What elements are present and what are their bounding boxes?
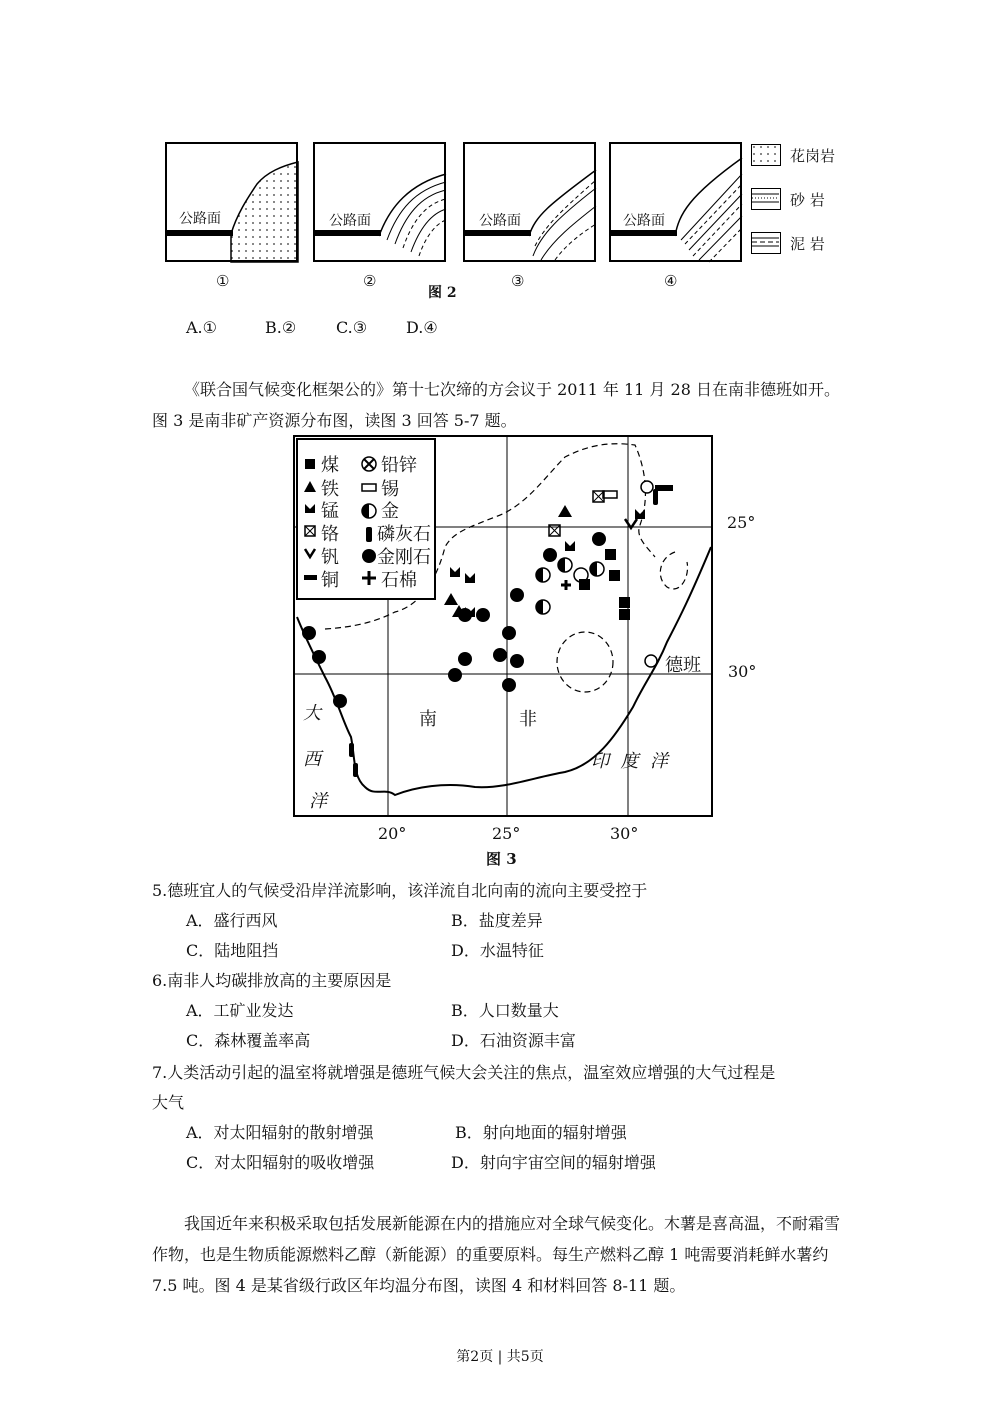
legend-tin: 锡	[381, 479, 399, 500]
q6-option-a: A．工矿业发达	[186, 1001, 294, 1020]
panel-number-1: ①	[216, 272, 230, 290]
durban-label: 德班	[665, 655, 701, 676]
q4-option-c: C.③	[336, 318, 368, 337]
panel-number-2: ②	[363, 272, 377, 290]
lat-label-25: 25°	[727, 513, 756, 532]
legend-mudstone: 泥 岩	[790, 235, 825, 253]
legend-phosphorite: 磷灰石	[377, 524, 431, 545]
legend-gold: 金	[381, 501, 399, 522]
q7-option-c: C．对太阳辐射的吸收增强	[186, 1153, 375, 1172]
q7-option-b: B．射向地面的辐射增强	[455, 1123, 627, 1142]
strata-slope-diagram	[611, 144, 744, 264]
q4-option-b: B.②	[265, 318, 297, 337]
q5-option-c: C．陆地阻挡	[186, 941, 279, 960]
legend-copper: 铜	[321, 570, 339, 591]
q7-option-a: A．对太阳辐射的散射增强	[186, 1123, 374, 1142]
legend-asbestos: 石棉	[381, 570, 417, 591]
strata-slope-diagram	[465, 144, 598, 264]
road-surface-label: 公路面	[623, 213, 665, 229]
country-label-nan: 南	[419, 709, 437, 730]
sandstone-legend-swatch	[751, 188, 781, 210]
q5-option-a: A．盛行西风	[186, 911, 278, 930]
figure-2-caption: 图 2	[428, 285, 457, 301]
q6-option-d: D．石油资源丰富	[451, 1031, 576, 1050]
mudstone-legend-swatch	[751, 232, 781, 254]
q4-option-d: D.④	[406, 318, 438, 337]
lat-label-30: 30°	[728, 662, 757, 681]
q6-option-c: C．森林覆盖率高	[186, 1031, 311, 1050]
atlantic-label-3: 洋	[309, 791, 327, 812]
legend-diamond: 金刚石	[377, 547, 431, 568]
page-footer: 第2页 | 共5页	[456, 1349, 544, 1365]
legend-vanadium: 钒	[321, 547, 339, 568]
question-7-stem-cont: 大气	[152, 1093, 185, 1112]
legend-iron: 铁	[321, 479, 339, 500]
fig2-panel-3	[463, 142, 596, 262]
q4-option-a: A.①	[186, 318, 217, 337]
lon-label-30: 30°	[610, 824, 639, 843]
q6-option-b: B．人口数量大	[451, 1001, 559, 1020]
fig2-panel-4	[609, 142, 742, 262]
atlantic-label-2: 西	[303, 749, 321, 770]
indian-ocean-label: 印 度 洋	[591, 751, 668, 772]
question-7-stem: 7.人类活动引起的温室将就增强是德班气候大会关注的焦点，温室效应增强的大气过程是	[152, 1063, 776, 1082]
legend-manganese: 锰	[321, 501, 339, 522]
q5-option-b: B．盐度差异	[451, 911, 543, 930]
legend-granite: 花岗岩	[790, 147, 836, 165]
question-5-stem: 5.德班宜人的气候受沿岸洋流影响，该洋流自北向南的流向主要受控于	[152, 881, 648, 900]
question-6-stem: 6.南非人均碳排放高的主要原因是	[152, 971, 392, 990]
road-surface-label: 公路面	[329, 213, 371, 229]
atlantic-label-1: 大	[303, 703, 321, 724]
fig2-panel-1	[165, 142, 298, 262]
legend-coal: 煤	[321, 455, 339, 476]
intro-paragraph: 《联合国气候变化框架公的》第十七次缔的方会议于 2011 年 11 月 28 日在南非德班如开。图 3 是南非矿产资源分布图，读图 3 回答 5-7 题。	[152, 380, 840, 430]
lon-label-20: 20°	[378, 824, 407, 843]
country-label-fei: 非	[519, 709, 537, 730]
strata-slope-diagram	[315, 144, 448, 264]
legend-sandstone: 砂 岩	[790, 191, 825, 209]
lon-label-25: 25°	[492, 824, 521, 843]
fig2-panel-2	[313, 142, 446, 262]
panel-number-3: ③	[511, 272, 525, 290]
closing-paragraph: 我国近年来积极采取包括发展新能源在内的措施应对全球气候变化。木薯是喜高温，不耐霜雪作物，也是生物质能源燃料乙醇（新能源）的重要原料。每生产燃料乙醇 1 吨需要消耗鲜水薯约 7.5 吨。图 4 是某省级行政区年均温分布图，读图 4 和材料回答 8-11 题。	[152, 1214, 841, 1295]
legend-chromium: 铬	[321, 524, 339, 545]
road-surface-label: 公路面	[479, 213, 521, 229]
granite-legend-swatch	[751, 144, 781, 166]
q5-option-d: D．水温特征	[451, 941, 544, 960]
granite-slope-diagram	[167, 144, 300, 264]
panel-number-4: ④	[664, 272, 678, 290]
figure-3-caption: 图 3	[486, 850, 517, 868]
road-surface-label: 公路面	[179, 211, 221, 227]
legend-lead-zinc: 铅锌	[381, 455, 417, 476]
q7-option-d: D．射向宇宙空间的辐射增强	[451, 1153, 656, 1172]
